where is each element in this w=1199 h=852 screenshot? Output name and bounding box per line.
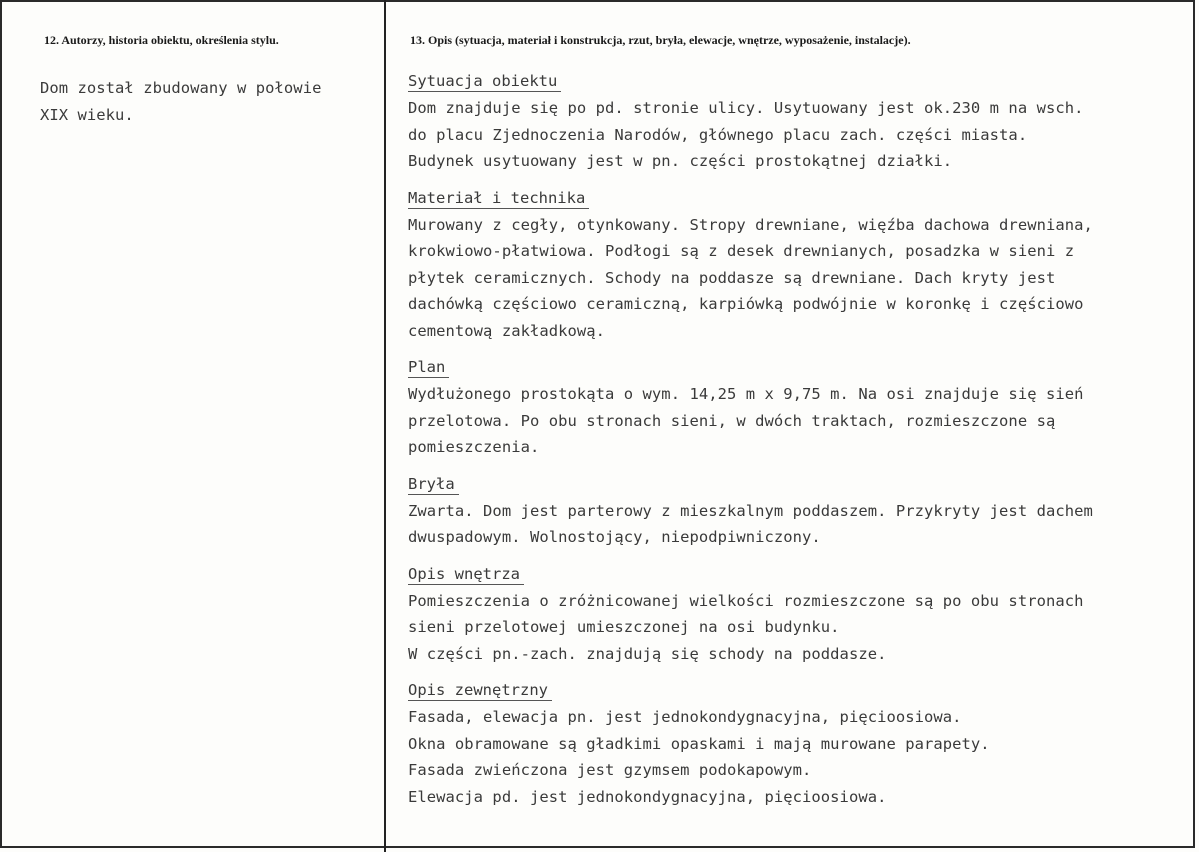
text-line: Fasada zwieńczona jest gzymsem podokapowym. bbox=[408, 761, 812, 779]
text-line: Pomieszczenia o zróżnicowanej wielkości rozmieszczone są po obu stronach bbox=[408, 591, 1084, 610]
left-column-header: 12. Autorzy, historia obiektu, określenia stylu. bbox=[44, 33, 279, 47]
text-line: pomieszczenia. bbox=[408, 438, 540, 456]
description-section bbox=[408, 357, 1178, 461]
text-line: W części pn.-zach. znajdują się schody na poddasze. bbox=[408, 644, 887, 663]
column-divider bbox=[384, 0, 386, 852]
left-column-text bbox=[40, 75, 360, 128]
description-section bbox=[408, 474, 1178, 551]
section-title: Bryła bbox=[408, 474, 459, 495]
right-column-text bbox=[408, 71, 1178, 810]
text-line: sieni przelotowej umieszczonej na osi budynku. bbox=[408, 618, 840, 636]
text-line: Murowany z cegły, otynkowany. Stropy drewniane, więźba dachowa drewniana, bbox=[408, 215, 1093, 234]
text-line: Zwarta. Dom jest parterowy z mieszkalnym poddaszem. Przykryty jest dachem bbox=[408, 501, 1093, 520]
section-title: Opis zewnętrzny bbox=[408, 680, 552, 701]
text-line: płytek ceramicznych. Schody na poddasze są drewniane. Dach kryty jest bbox=[408, 268, 1056, 287]
text-line: Okna obramowane są gładkimi opaskami i mają murowane parapety. bbox=[408, 734, 990, 753]
section-gap bbox=[408, 344, 1178, 357]
section-title: Materiał i technika bbox=[408, 188, 589, 209]
right-column-header: 13. Opis (sytuacja, materiał i konstrukcja, rzut, bryła, elewacje, wnętrze, wyposażenie, instalacje). bbox=[410, 33, 911, 47]
text-line: Budynek usytuowany jest w pn. części prostokątnej działki. bbox=[408, 152, 953, 170]
section-title: Opis wnętrza bbox=[408, 564, 524, 585]
description-section bbox=[408, 564, 1178, 668]
section-gap bbox=[408, 667, 1178, 680]
text-line: do placu Zjednoczenia Narodów, głównego placu zach. części miasta. bbox=[408, 125, 1028, 144]
text-line: krokwiowo-płatwiowa. Podłogi są z desek drewnianych, posadzka w sieni z bbox=[408, 242, 1075, 260]
text-line: XIX wieku. bbox=[40, 105, 134, 124]
text-line: Dom został zbudowany w połowie bbox=[40, 79, 322, 97]
section-title: Plan bbox=[408, 357, 449, 378]
text-line: dachówką częściowo ceramiczną, karpiówką podwójnie w koronkę i częściowo bbox=[408, 295, 1084, 313]
section-gap bbox=[408, 175, 1178, 188]
section-gap bbox=[408, 551, 1178, 564]
text-line: Fasada, elewacja pn. jest jednokondygnacyjna, pięcioosiowa. bbox=[408, 708, 962, 726]
text-line: Dom znajduje się po pd. stronie ulicy. Usytuowany jest ok.230 m na wsch. bbox=[408, 99, 1084, 117]
text-line: dwuspadowym. Wolnostojący, niepodpiwniczony. bbox=[408, 528, 821, 546]
section-title: Sytuacja obiektu bbox=[408, 71, 561, 92]
section-gap bbox=[408, 461, 1178, 474]
text-line: Elewacja pd. jest jednokondygnacyjna, pięcioosiowa. bbox=[408, 787, 887, 806]
description-section bbox=[408, 680, 1178, 810]
text-line: cementową zakładkową. bbox=[408, 321, 606, 340]
text-line: przelotowa. Po obu stronach sieni, w dwóch traktach, rozmieszczone są bbox=[408, 411, 1056, 430]
description-section bbox=[408, 188, 1178, 345]
description-section bbox=[408, 71, 1178, 175]
text-line: Wydłużonego prostokąta o wym. 14,25 m x 9,75 m. Na osi znajduje się sień bbox=[408, 385, 1084, 403]
